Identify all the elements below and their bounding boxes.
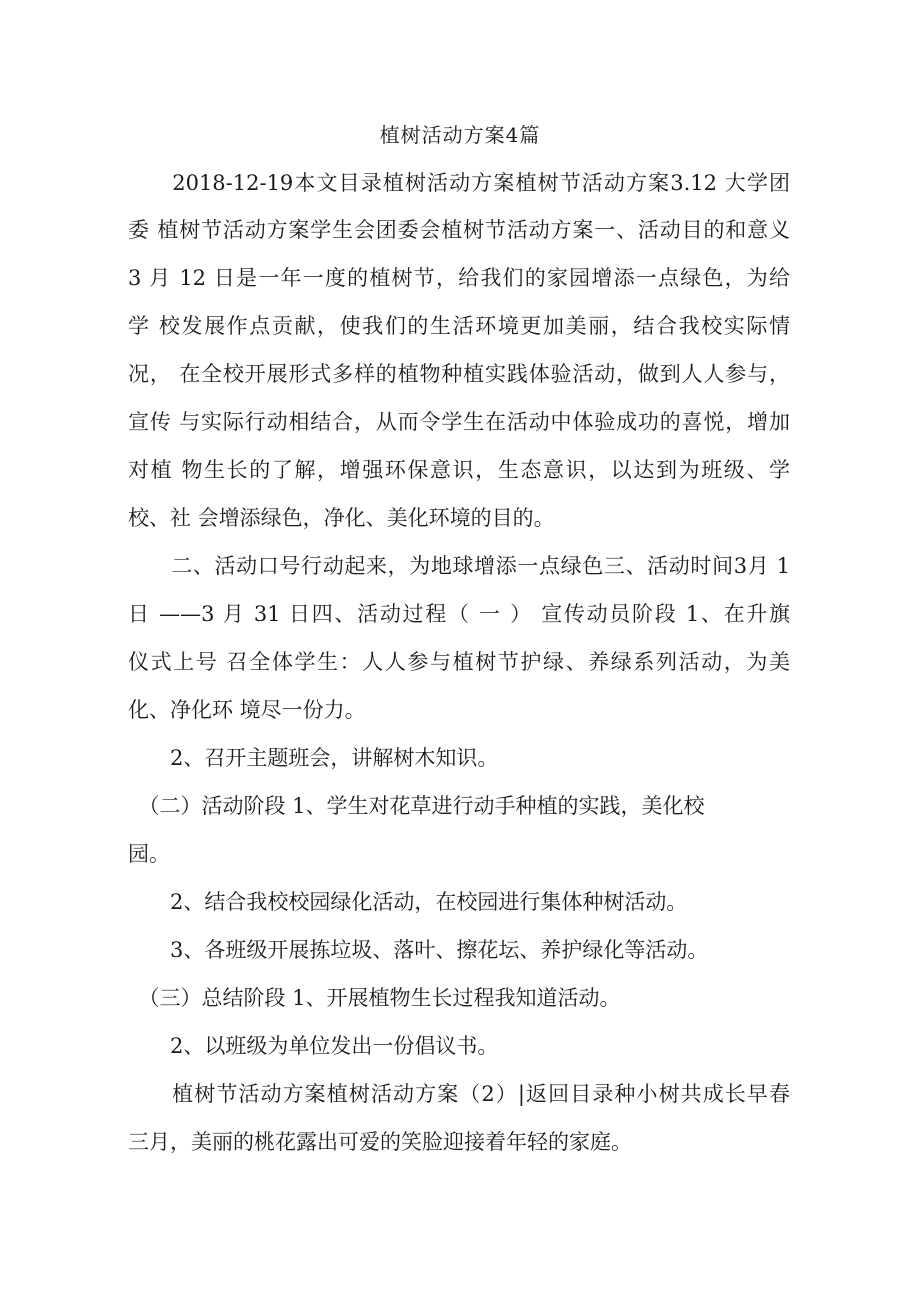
paragraph-line: 委 植树节活动方案学生会团委会植树节活动方案一、活动目的和意义 [128,218,790,242]
paragraph-line: 对植 物生长的了解，增强环保意识，生态意识，以达到为班级、学 [128,458,790,482]
paragraph-line: 2、以班级为单位发出一份倡议书。 [128,1034,499,1058]
paragraph-line: 仪式上号 召全体学生：人人参与植树节护绿、养绿系列活动，为美 [128,650,790,674]
paragraph-line: （三）总结阶段 1、开展植物生长过程我知道活动。 [128,986,621,1010]
paragraph-line: 学 校发展作点贡献，使我们的生活环境更加美丽，结合我校实际情 [128,314,790,338]
paragraph-line: 日 ——3 月 31 日四、活动过程（ 一 ） 宣传动员阶段 1、在升旗 [128,602,790,626]
paragraph-line: 3、各班级开展拣垃圾、落叶、擦花坛、养护绿化等活动。 [128,938,709,962]
paragraph-line: 2018-12-19本文目录植树活动方案植树节活动方案3.12 大学团 [128,171,790,195]
paragraph-line: 2、结合我校校园绿化活动，在校园进行集体种树活动。 [128,890,688,914]
paragraph-line: 二、活动口号行动起来，为地球增添一点绿色三、活动时间3月 1 [128,554,790,578]
paragraph-line: 2、召开主题班会，讲解树木知识。 [128,746,499,770]
paragraph-line: （二）活动阶段 1、学生对花草进行动手种植的实践，美化校 [128,794,705,818]
paragraph-line: 三月，美丽的桃花露出可爱的笑脸迎接着年轻的家庭。 [128,1130,632,1154]
document-title: 植树活动方案4篇 [379,123,541,147]
paragraph-line: 植树节活动方案植树活动方案（2）|返回目录种小树共成长早春 [128,1082,790,1106]
paragraph-line: 园。 [128,842,170,866]
paragraph-line: 3 月 12 日是一年一度的植树节，给我们的家园增添一点绿色，为给 [128,266,790,290]
paragraph-line: 宣传 与实际行动相结合，从而令学生在活动中体验成功的喜悦，增加 [128,410,790,434]
paragraph-line: 化、净化环 境尽一份力。 [128,698,366,722]
paragraph-line: 校、社 会增添绿色，净化、美化环境的目的。 [128,506,555,530]
paragraph-line: 况， 在全校开展形式多样的植物种植实践体验活动，做到人人参与， [128,362,790,386]
